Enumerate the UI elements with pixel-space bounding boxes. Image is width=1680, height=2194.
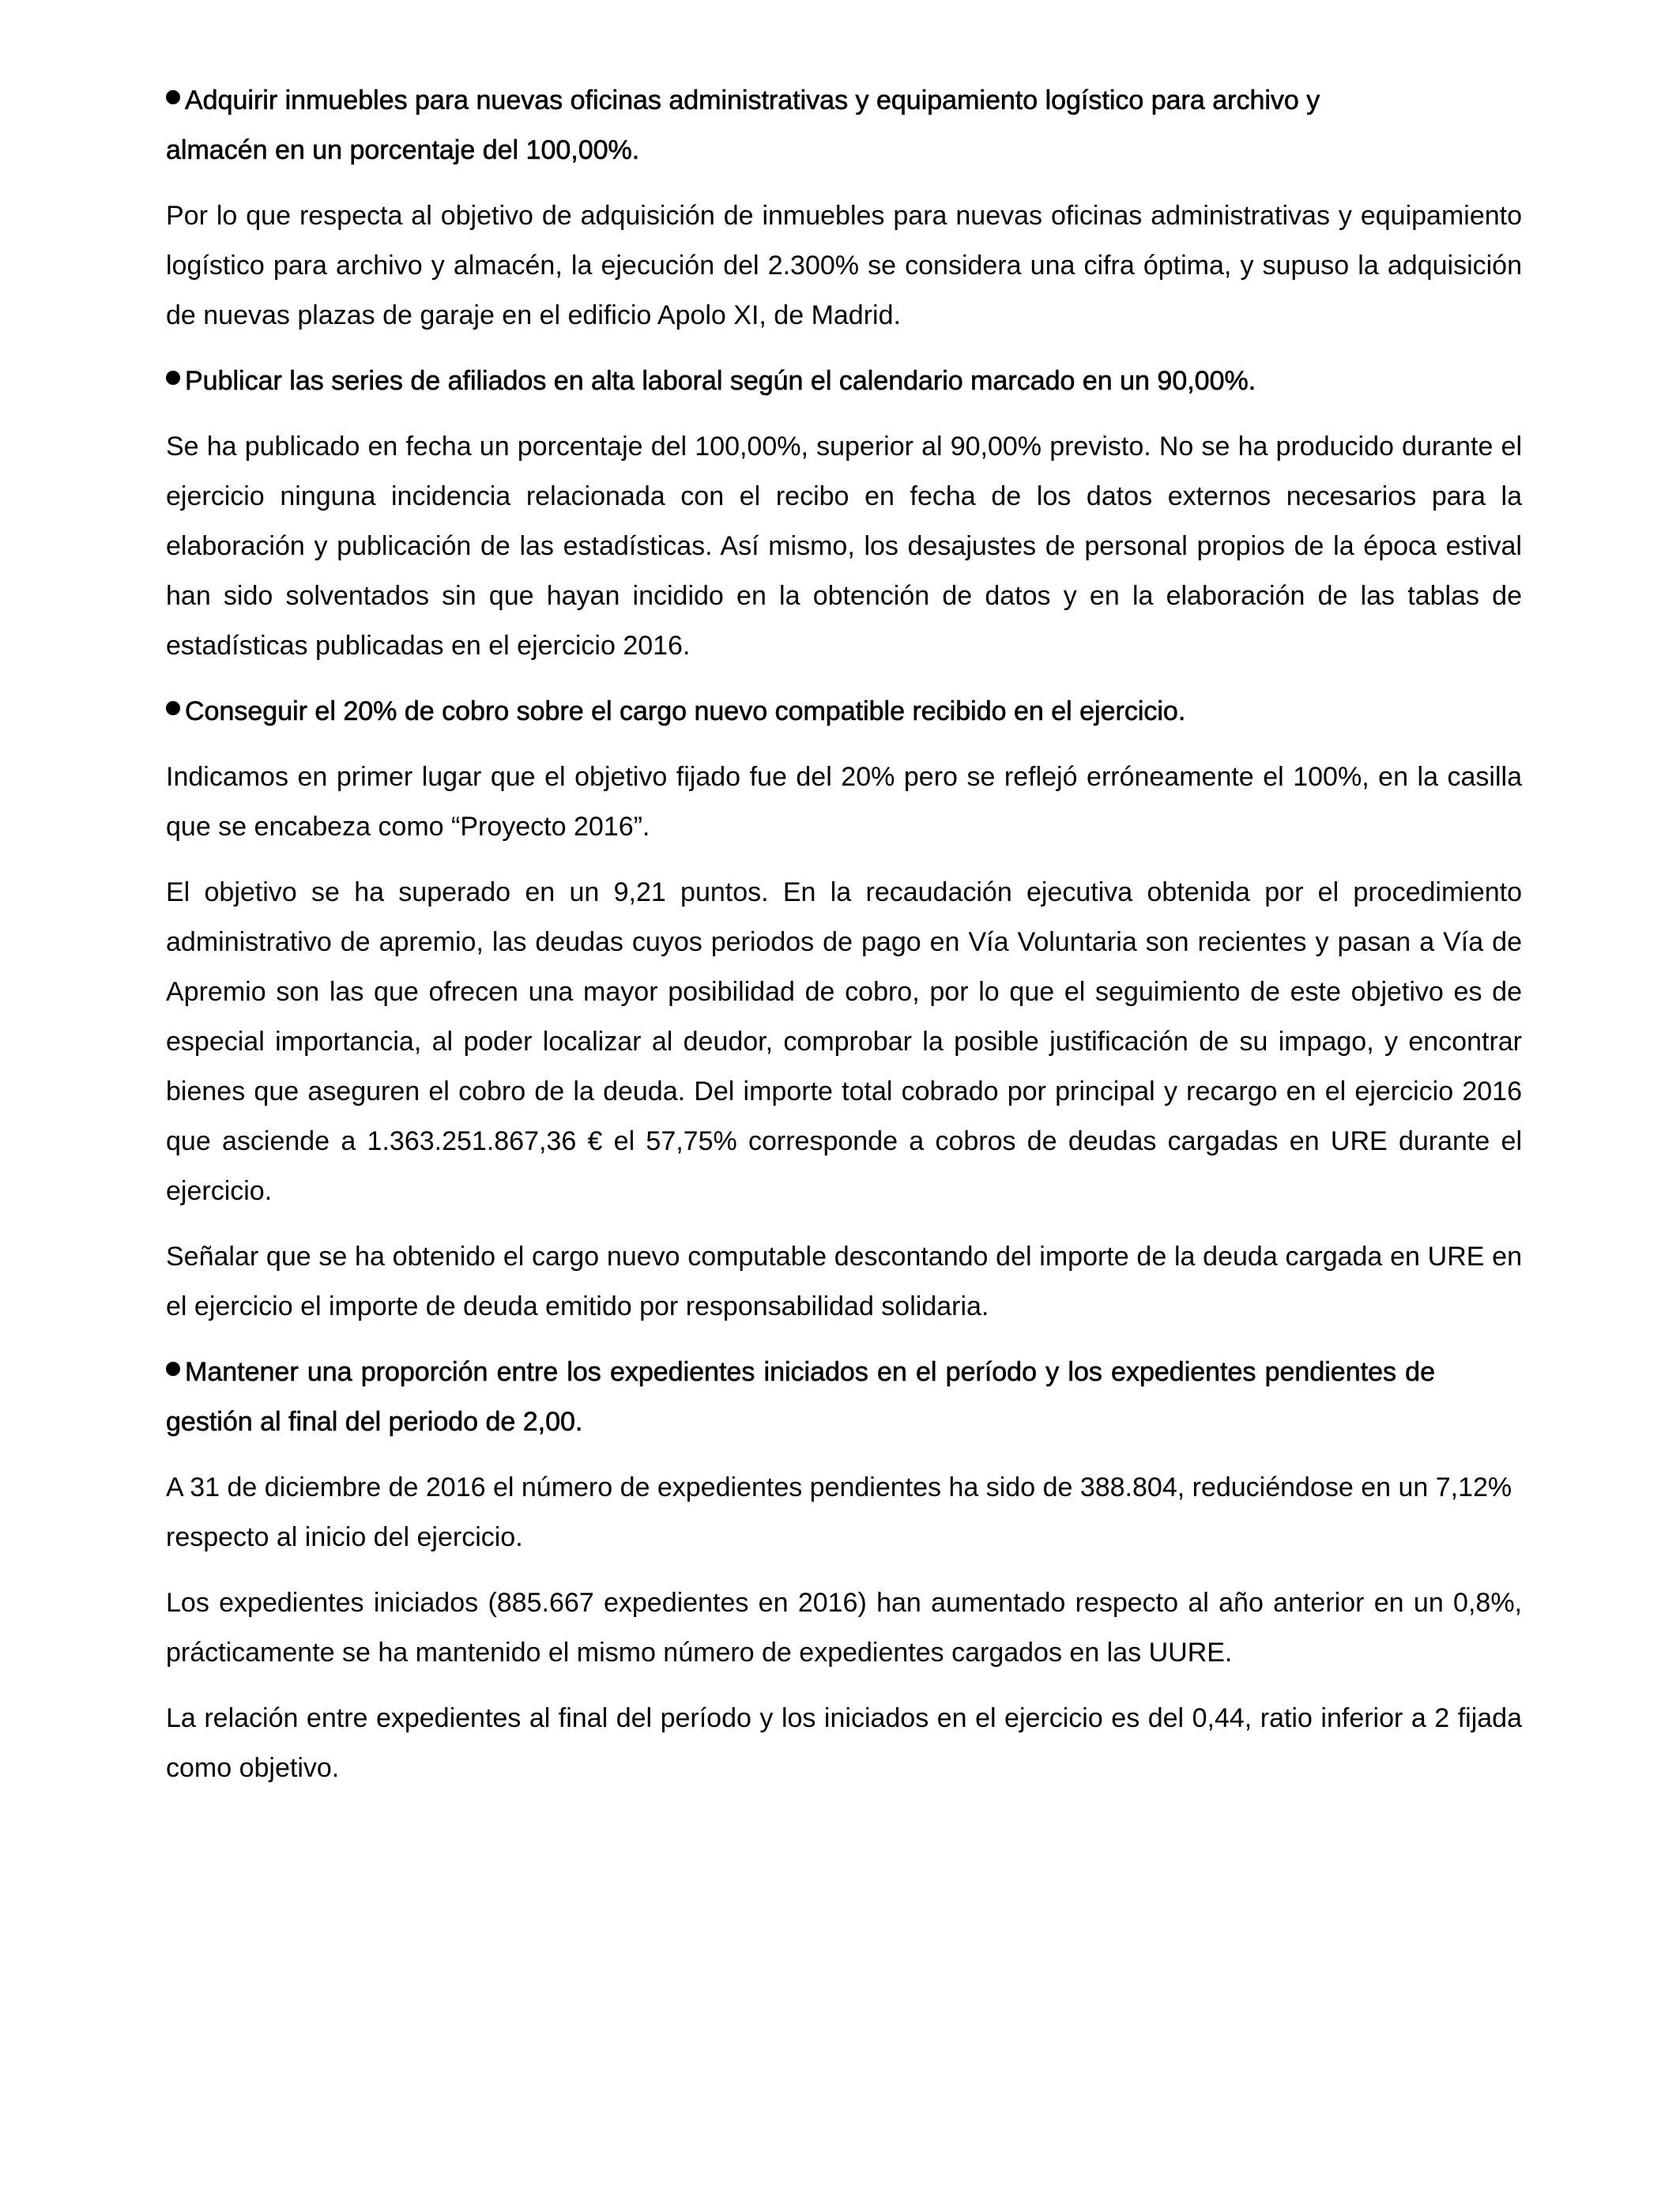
heading-text: Mantener una proporción entre los expedientes iniciados en el período y los expedientes pendientes de gestión al final del periodo de 2,00. [166,1357,1435,1437]
bullet-icon [166,1362,180,1376]
bullet-icon [166,701,180,715]
paragraph: Por lo que respecta al objetivo de adquisición de inmuebles para nuevas oficinas administrativas y equipamiento logístico para archivo y almacén, la ejecución del 2.300% se considera una cifra óptima, y supuso la adquisición de nuevas plazas de garaje en el edificio Apolo XI, de Madrid. [166,201,1522,330]
bullet-icon [166,90,180,104]
paragraph: El objetivo se ha superado en un 9,21 puntos. En la recaudación ejecutiva obtenida por el procedimiento administrativo de apremio, las deudas cuyos periodos de pago en Vía Voluntaria son recientes y pasan a Vía de Apremio son las que ofrecen una mayor posibilidad de cobro, por lo que el seguimiento de este objetivo es de especial importancia, al poder localizar al deudor, comprobar la posible justificación de su impago, y encontrar bienes que aseguren el cobro de la deuda. Del importe total cobrado por principal y recargo en el ejercicio 2016 que asciende a 1.363.251.867,36 € el 57,75% corresponde a cobros de deudas cargadas en URE durante el ejercicio. [166,877,1522,1206]
bullet-heading [166,76,1522,175]
heading-text: Adquirir inmuebles para nuevas oficinas administrativas y equipamiento logístico para archivo y almacén en un porcentaje del 100,00%. [166,85,1320,165]
section-inmuebles [166,76,1522,341]
section-afiliados [166,356,1522,671]
bullet-heading [166,1348,1522,1447]
heading-text: Conseguir el 20% de cobro sobre el cargo nuevo compatible recibido en el ejercicio. [185,696,1186,726]
paragraph: Los expedientes iniciados (885.667 expedientes en 2016) han aumentado respecto al año anterior en un 0,8%, prácticamente se ha mantenido el mismo número de expedientes cargados en las UURE. [166,1588,1522,1668]
section-cobro [166,687,1522,1332]
heading-text: Publicar las series de afiliados en alta laboral según el calendario marcado en un 90,00%. [185,366,1256,396]
bullet-icon [166,371,180,385]
document-page [166,76,1522,1809]
paragraph: A 31 de diciembre de 2016 el número de expedientes pendientes ha sido de 388.804, reduciéndose en un 7,12% respecto al inicio del ejercicio. [166,1472,1512,1552]
bullet-heading [166,356,1522,406]
bullet-heading [166,687,1522,737]
paragraph: La relación entre expedientes al final del período y los iniciados en el ejercicio es del 0,44, ratio inferior a 2 fijada como objetivo. [166,1703,1522,1783]
paragraph: Se ha publicado en fecha un porcentaje del 100,00%, superior al 90,00% previsto. No se ha producido durante el ejercicio ninguna incidencia relacionada con el recibo en fecha de los datos externos necesarios para la elaboración y publicación de las estadísticas. Así mismo, los desajustes de personal propios de la época estival han sido solventados sin que hayan incidido en la obtención de datos y en la elaboración de las tablas de estadísticas publicadas en el ejercicio 2016. [166,432,1522,661]
section-expedientes [166,1348,1522,1793]
paragraph: Señalar que se ha obtenido el cargo nuevo computable descontando del importe de la deuda cargada en URE en el ejercicio el importe de deuda emitido por responsabilidad solidaria. [166,1242,1522,1321]
paragraph: Indicamos en primer lugar que el objetivo fijado fue del 20% pero se reflejó erróneamente el 100%, en la casilla que se encabeza como “Proyecto 2016”. [166,762,1522,842]
